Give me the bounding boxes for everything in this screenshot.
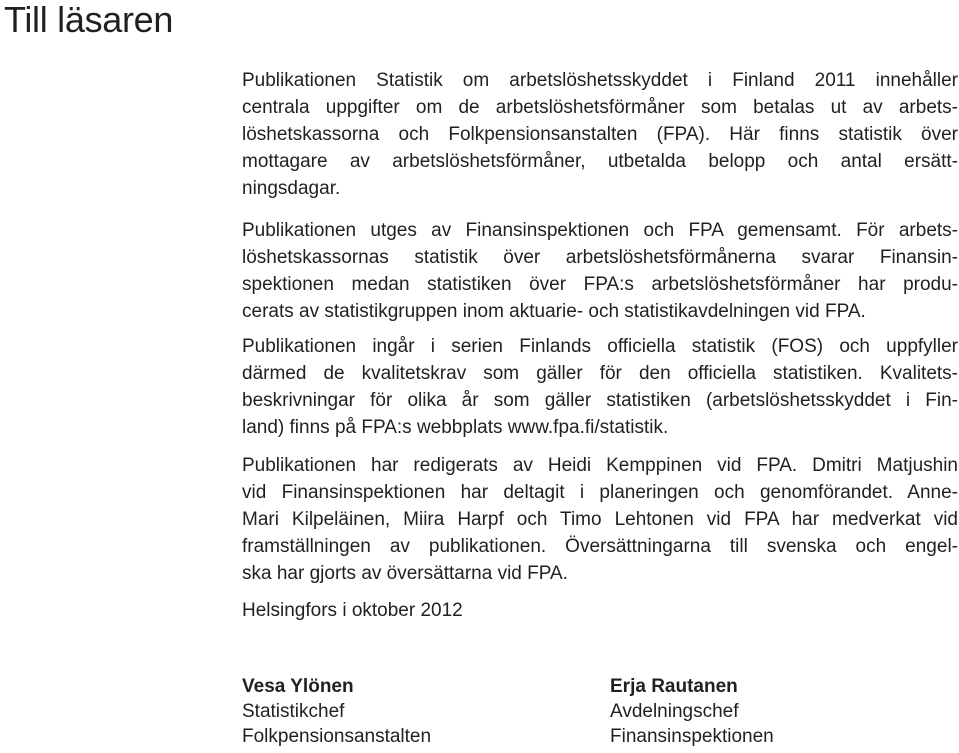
paragraph-1-line-5: ningsdagar. xyxy=(242,178,341,199)
paragraph-4-line-5: ska har gjorts av översättarna vid FPA. xyxy=(242,563,568,584)
signatory-title: Avdelningschef xyxy=(610,701,739,722)
paragraph-3-line-2: därmed de kvalitetskrav som gäller för den officiella statistiken. Kvalitets- xyxy=(242,363,958,384)
signatory-title: Statistikchef xyxy=(242,701,345,722)
signatory-name: Erja Rautanen xyxy=(610,676,738,697)
paragraph-1-line-4: mottagare av arbetslöshetsförmåner, utbetalda belopp och antal ersätt- xyxy=(242,151,958,172)
signatory-organization: Finansinspektionen xyxy=(610,726,774,747)
paragraph-3-line-4: land) finns på FPA:s webbplats www.fpa.fi/statistik. xyxy=(242,417,669,438)
place-date: Helsingfors i oktober 2012 xyxy=(242,600,463,621)
paragraph-1-line-3: löshetskassorna och Folkpensionsanstalten (FPA). Här finns statistik över xyxy=(242,124,958,145)
signature-block-1 xyxy=(242,674,431,749)
paragraph-2-line-3: spektionen medan statistiken över FPA:s arbetslöshetsförmåner har produ- xyxy=(242,274,958,295)
page-title: Till läsaren xyxy=(4,0,174,40)
paragraph-4-line-4: framställningen av publikationen. Översättningarna till svenska och engel- xyxy=(242,536,958,557)
signature-block-2 xyxy=(610,674,774,749)
paragraph-2-line-1: Publikationen utges av Finansinspektionen och FPA gemensamt. För arbets- xyxy=(242,220,958,241)
paragraph-4-line-1: Publikationen har redigerats av Heidi Kemppinen vid FPA. Dmitri Matjushin xyxy=(242,455,958,476)
signatory-organization: Folkpensionsanstalten xyxy=(242,726,432,747)
paragraph-3-line-1: Publikationen ingår i serien Finlands officiella statistik (FOS) och uppfyller xyxy=(242,336,958,357)
paragraph-2-line-4: cerats av statistikgruppen inom aktuarie- och statistikavdelningen vid FPA. xyxy=(242,301,866,322)
signatory-name: Vesa Ylönen xyxy=(242,676,354,697)
paragraph-4-line-3: Mari Kilpeläinen, Miira Harpf och Timo Lehtonen vid FPA har medverkat vid xyxy=(242,509,958,530)
paragraph-4-line-2: vid Finansinspektionen har deltagit i planeringen och genomförandet. Anne- xyxy=(242,482,958,503)
paragraph-3-line-3: beskrivningar för olika år som gäller statistiken (arbetslöshetsskyddet i Fin- xyxy=(242,390,958,411)
paragraph-1-line-1: Publikationen Statistik om arbetslöshetsskyddet i Finland 2011 innehåller xyxy=(242,70,958,91)
paragraph-1-line-2: centrala uppgifter om de arbetslöshetsförmåner som betalas ut av arbets- xyxy=(242,97,958,118)
paragraph-2-line-2: löshetskassornas statistik över arbetslöshetsförmånerna svarar Finansin- xyxy=(242,247,958,268)
